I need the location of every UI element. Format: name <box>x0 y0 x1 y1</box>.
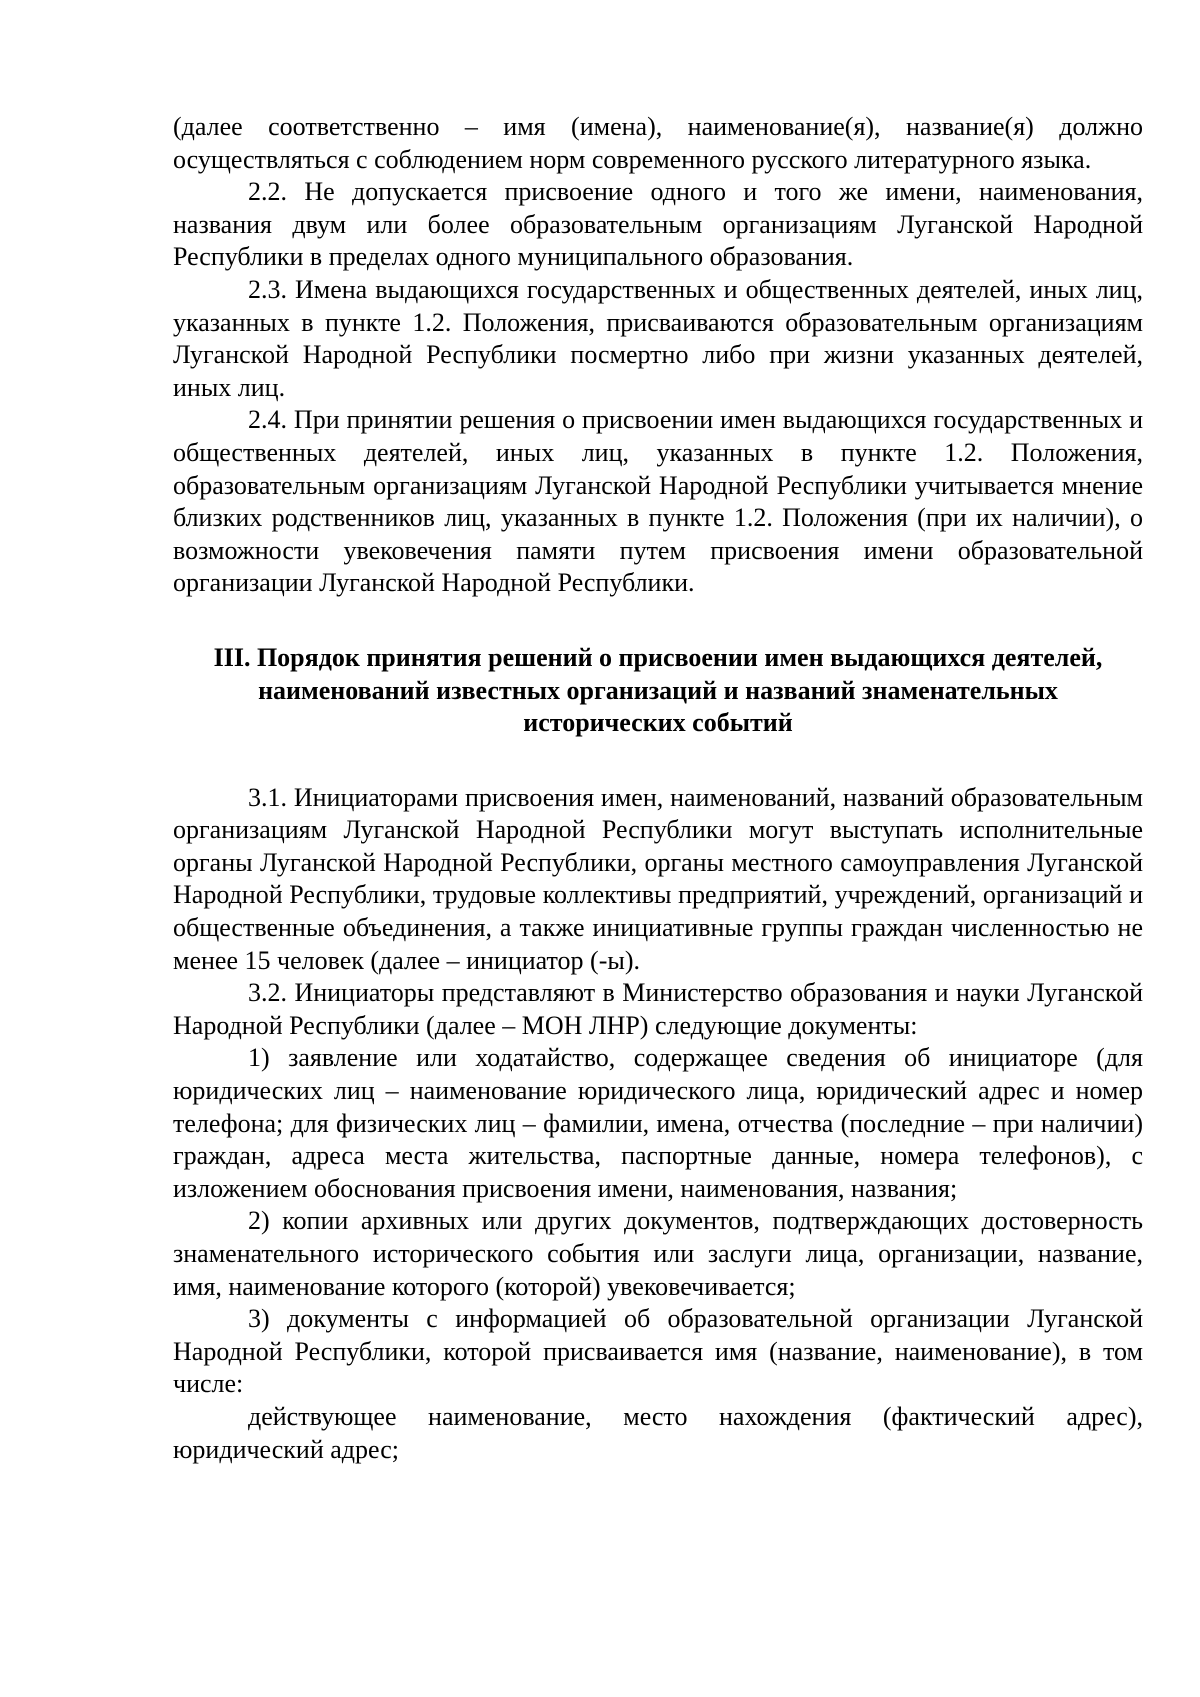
paragraph-3-1: 3.1. Инициаторами присвоения имен, наименований, названий образовательным организациям Луганской Народной Республики могут выступать исполнительные органы Луганской Народной Республики, органы местного самоуправления Луганской Народной Республики, трудовые коллективы предприятий, учреждений, организаций и общественные объединения, а также инициативные группы граждан численностью не менее 15 человек (далее – инициатор (-ы). <box>173 782 1143 975</box>
list-item-3: 3) документы с информацией об образовательной организации Луганской Народной Республики, которой присваивается имя (название, наименование), в том числе: <box>173 1304 1143 1399</box>
paragraph-3-2: 3.2. Инициаторы представляют в Министерство образования и науки Луганской Народной Республики (далее – МОН ЛНР) следующие документы: <box>173 978 1143 1040</box>
list-item-2: 2) копии архивных или других документов, подтверждающих достоверность знаменательного исторического события или заслуги лица, организации, название, имя, наименование которого (которой) увековечивается; <box>173 1206 1143 1301</box>
list-item-1: 1) заявление или ходатайство, содержащее сведения об инициаторе (для юридических лиц – наименование юридического лица, юридический адрес и номер телефона; для физических лиц – фамилии, имена, отчества (последние – при наличии) граждан, адреса места жительства, паспортные данные, номера телефонов), с изложением обоснования присвоения имени, наименования, названия; <box>173 1043 1143 1203</box>
sub-item-current-name: действующее наименование, место нахождения (фактический адрес), юридический адрес; <box>173 1401 1143 1464</box>
document-body <box>173 111 1143 1466</box>
paragraph-continuation: (далее соответственно – имя (имена), наименование(я), название(я) должно осуществляться с соблюдением норм современного русского литературного языка. <box>173 112 1143 174</box>
paragraph-2-4: 2.4. При принятии решения о присвоении имен выдающихся государственных и общественных деятелей, иных лиц, указанных в пункте 1.2. Положения, образовательным организациям Луганской Народной Республики учитывается мнение близких родственников лиц, указанных в пункте 1.2. Положения (при их наличии), о возможности увековечения памяти путем присвоения имени образовательной организации Луганской Народной Республики. <box>173 405 1143 598</box>
section-heading: III. Порядок принятия решений о присвоении имен выдающихся деятелей, наименований известных организаций и названий знаменательных исторических событий <box>213 642 1103 738</box>
paragraph-2-3: 2.3. Имена выдающихся государственных и общественных деятелей, иных лиц, указанных в пункте 1.2. Положения, присваиваются образовательным организациям Луганской Народной Республики посмертно либо при жизни указанных деятелей, иных лиц. <box>173 274 1143 402</box>
paragraph-2-2: 2.2. Не допускается присвоение одного и того же имени, наименования, названия двум или более образовательным организациям Луганской Народной Республики в пределах одного муниципального образования. <box>173 177 1143 272</box>
